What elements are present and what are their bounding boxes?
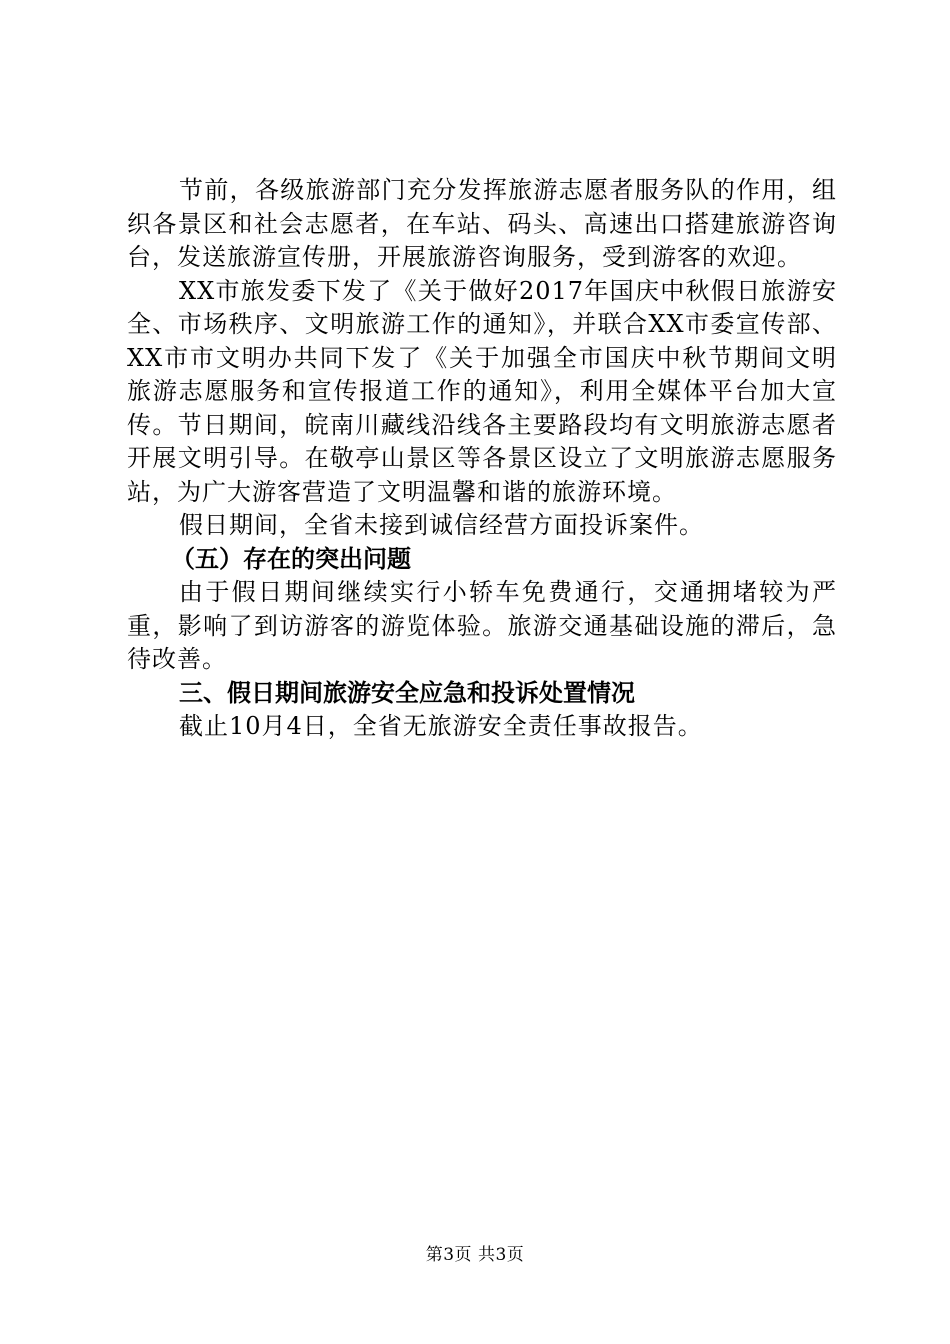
document-body [127, 174, 837, 744]
section-heading-safety-and-complaints: 三、假日期间旅游安全应急和投诉处置情况 [179, 678, 635, 707]
section-heading-outstanding-problems: （五）存在的突出问题 [171, 544, 411, 573]
paragraph-volunteer-services: 节前，各级旅游部门充分发挥旅游志愿者服务队的作用，组织各景区和社会志愿者，在车站、码头、高速出口搭建旅游咨询台，发送旅游宣传册，开展旅游咨询服务，受到游客的欢迎。 [127, 176, 837, 271]
page-number-footer: 第3页 共3页 [425, 1245, 525, 1265]
paragraph-no-accidents: 截止10月4日，全省无旅游安全责任事故报告。 [179, 712, 703, 740]
paragraph-traffic-congestion: 由于假日期间继续实行小轿车免费通行，交通拥堵较为严重，影响了到访游客的游览体验。旅游交通基础设施的滞后，急待改善。 [127, 578, 837, 673]
paragraph-civilized-tourism: XX市旅发委下发了《关于做好2017年国庆中秋假日旅游安全、市场秩序、文明旅游工作的通知》，并联合XX市委宣传部、XX市市文明办共同下发了《关于加强全市国庆中秋节期间文明旅游志愿服务和宣传报道工作的通知》，利用全媒体平台加大宣传。节日期间，皖南川藏线沿线各主要路段均有文明旅游志愿者开展文明引导。在敬亭山景区等各景区设立了文明旅游志愿服务站，为广大游客营造了文明温馨和谐的旅游环境。 [127, 276, 837, 506]
paragraph-no-complaints: 假日期间，全省未接到诚信经营方面投诉案件。 [179, 511, 704, 539]
